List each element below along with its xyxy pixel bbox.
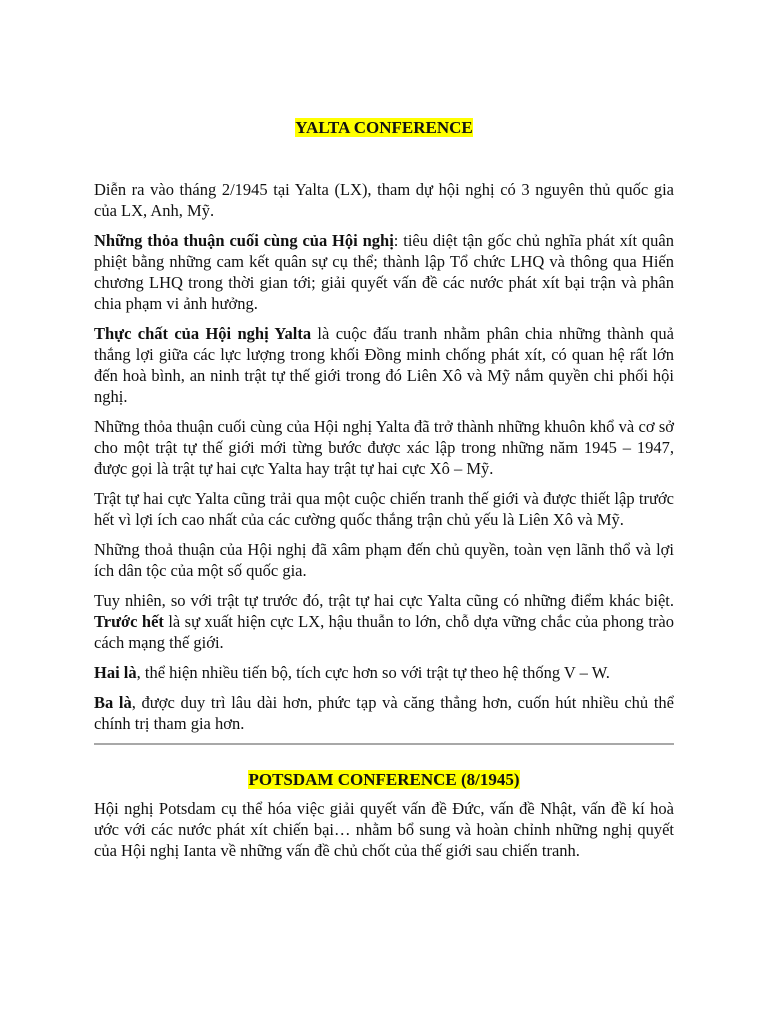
differences-text-2: là sự xuất hiện cực LX, hậu thuẫn to lớn, chỗ dựa vững chắc của phong trào cách mạng thế giới. bbox=[94, 612, 674, 652]
yalta-agreements-paragraph bbox=[94, 230, 674, 314]
differences-label: Trước hết bbox=[94, 612, 164, 631]
yalta-bipolar-paragraph: Trật tự hai cực Yalta cũng trải qua một cuộc chiến tranh thế giới và được thiết lập trước hết vì lợi ích cao nhất của các cường quốc thắng trận chủ yếu là Liên Xô và Mỹ. bbox=[94, 489, 674, 529]
third-point-text: , được duy trì lâu dài hơn, phức tạp và căng thẳng hơn, cuốn hút nhiều chủ thể chính trị tham gia hơn. bbox=[94, 693, 674, 733]
agreements-label: Những thỏa thuận cuối cùng của Hội nghị bbox=[94, 231, 394, 250]
potsdam-heading-text: POTSDAM CONFERENCE (8/1945) bbox=[248, 770, 520, 789]
essence-text: là cuộc đấu tranh nhằm phân chia những thành quả thắng lợi giữa các lực lượng trong khối Đồng minh chống phát xít, có quan hệ rất lớn đến hoà bình, an ninh trật tự thế giới trong đó Liên Xô và Mỹ nắm quyền chi phối hội nghị. bbox=[94, 324, 675, 406]
yalta-second-point-paragraph bbox=[94, 662, 674, 683]
yalta-heading-text: YALTA CONFERENCE bbox=[295, 118, 473, 137]
yalta-differences-paragraph bbox=[94, 590, 674, 653]
yalta-sovereignty-paragraph: Những thoả thuận của Hội nghị đã xâm phạm đến chủ quyền, toàn vẹn lãnh thổ và lợi ích dân tộc của một số quốc gia. bbox=[94, 540, 674, 580]
yalta-essence-paragraph bbox=[94, 323, 674, 407]
yalta-framework-paragraph: Những thỏa thuận cuối cùng của Hội nghị Yalta đã trở thành những khuôn khổ và cơ sở cho một trật tự thế giới mới từng bước được xác lập trong những năm 1945 – 1947, được gọi là trật tự hai cực Yalta hay trật tự hai cực Xô – Mỹ. bbox=[94, 417, 674, 478]
yalta-intro-paragraph: Diễn ra vào tháng 2/1945 tại Yalta (LX), tham dự hội nghị có 3 nguyên thủ quốc gia của LX, Anh, Mỹ. bbox=[94, 180, 674, 220]
third-point-label: Ba là bbox=[94, 693, 132, 712]
potsdam-heading bbox=[94, 769, 674, 791]
second-point-label: Hai là bbox=[94, 663, 137, 682]
essence-label: Thực chất của Hội nghị Yalta bbox=[94, 324, 312, 343]
yalta-third-point-paragraph bbox=[94, 692, 674, 734]
yalta-heading bbox=[94, 117, 674, 139]
second-point-text: , thể hiện nhiều tiến bộ, tích cực hơn so với trật tự theo hệ thống V – W. bbox=[136, 663, 610, 682]
section-divider bbox=[94, 743, 674, 745]
potsdam-intro-paragraph: Hội nghị Potsdam cụ thể hóa việc giải quyết vấn đề Đức, vấn đề Nhật, vấn đề kí hoà ước với các nước phát xít chiến bại… nhằm bổ sung và hoàn chỉnh những nghị quyết của Hội nghị Ianta về những vấn đề chủ chốt của thế giới sau chiến tranh. bbox=[94, 799, 674, 860]
document-page bbox=[94, 117, 674, 870]
agreements-text: : tiêu diệt tận gốc chủ nghĩa phát xít quân phiệt bằng những cam kết quân sự cụ thể; thành lập Tổ chức LHQ và thông qua Hiến chương LHQ trong thời gian tới; giải quyết vấn đề các nước phát xít bại trận và phân chia phạm vi ảnh hưởng. bbox=[94, 231, 675, 313]
differences-text-1: Tuy nhiên, so với trật tự trước đó, trật tự hai cực Yalta cũng có những điểm khác biệt. bbox=[94, 591, 674, 610]
